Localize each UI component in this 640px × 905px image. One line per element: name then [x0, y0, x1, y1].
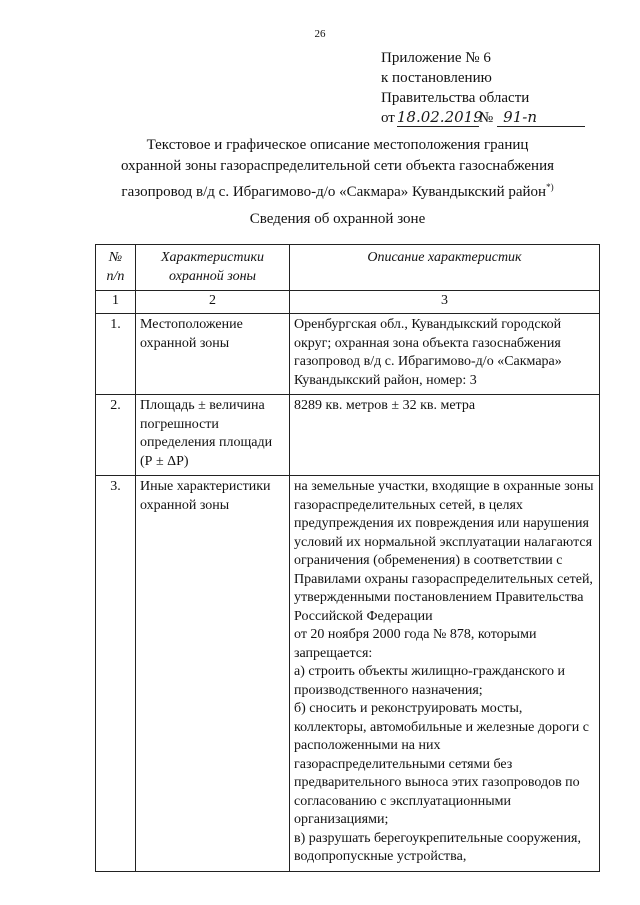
row-characteristic: Иные характеристики охранной зоны	[136, 476, 290, 872]
appendix-line-3: Правительства области	[381, 90, 530, 106]
from-label: от	[381, 110, 395, 126]
appendix-line-1: Приложение № 6	[381, 50, 491, 66]
header-description: Описание характеристик	[290, 245, 600, 291]
zone-info-table	[95, 244, 600, 872]
table-row	[96, 395, 600, 476]
row-description: 8289 кв. метров ± 32 кв. метра	[290, 395, 600, 476]
footnote-mark: *)	[546, 182, 554, 192]
header-characteristic: Характеристики охранной зоны	[136, 245, 290, 291]
handwritten-date: 18.02.2019	[396, 108, 483, 126]
appendix-line-2: к постановлению	[381, 70, 492, 86]
column-number-2: 2	[136, 291, 290, 314]
title-line-3-wrap	[60, 177, 615, 203]
section-subtitle: Сведения об охранной зоне	[249, 211, 426, 227]
handwritten-number: 91-п	[497, 108, 585, 127]
column-number-row	[96, 291, 600, 314]
row-characteristic: Площадь ± величина погрешности определения площади (Р ± ΔР)	[136, 395, 290, 476]
title-line-2: охранной зоны газораспределительной сети объекта газоснабжения	[120, 158, 555, 174]
row-characteristic: Местоположение охранной зоны	[136, 314, 290, 395]
page-number: 26	[314, 28, 326, 40]
header-number: № п/п	[96, 245, 136, 291]
column-number-3: 3	[290, 291, 600, 314]
document-title	[60, 135, 615, 203]
table-row	[96, 476, 600, 872]
number-label: №	[478, 110, 494, 126]
row-number: 1.	[96, 314, 136, 395]
table-row	[96, 314, 600, 395]
row-description: на земельные участки, входящие в охранные зоны газораспределительных сетей, в целях предупреждения их повреждения или нарушения условий их нормальной эксплуатации налагаются ограничения (обременения) в соответствии с Правилами охраны газораспределительных сетей, утвержденными постановлением Правительства Российской Федерации от 20 ноября 2000 года № 878, которыми запрещается: а) строить объекты жилищно-гражданского и производственного назначения; б) сносить и реконструировать мосты, коллекторы, автомобильные и железные дороги с расположенными на них газораспределительными сетями без предварительного выноса этих газопроводов по согласованию с эксплуатационными организациями; в) разрушать берегоукрепительные сооружения, водопропускные устройства,	[290, 476, 600, 872]
table-header-row	[96, 245, 600, 291]
appendix-block	[381, 48, 585, 128]
title-line-3: газопровод в/д с. Ибрагимово-д/о «Сакмара» Кувандыкский район	[121, 184, 547, 200]
row-number: 2.	[96, 395, 136, 476]
row-number: 3.	[96, 476, 136, 872]
title-line-1: Текстовое и графическое описание местоположения границ	[146, 137, 529, 153]
row-description: Оренбургская обл., Кувандыкский городской округ; охранная зона объекта газоснабжения газопровод в/д с. Ибрагимово-д/о «Сакмара» Кувандыкский район, номер: 3	[290, 314, 600, 395]
column-number-1: 1	[96, 291, 136, 314]
decree-date-row	[381, 108, 585, 128]
